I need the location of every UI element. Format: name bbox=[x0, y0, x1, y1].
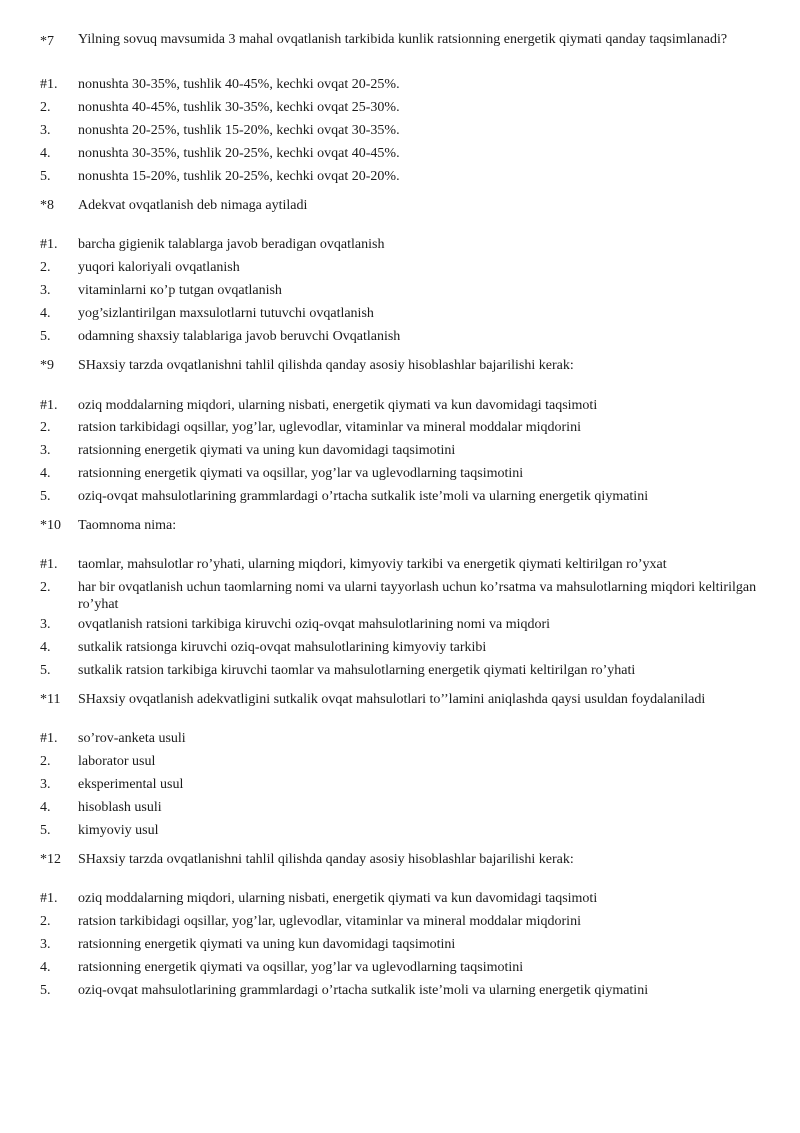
option-label: 4. bbox=[40, 466, 51, 481]
option-text: ratsion tarkibidagi oqsillar, yog’lar, uglevodlar, vitaminlar va mineral moddalar miqdorini bbox=[78, 420, 581, 435]
question-number: *12 bbox=[40, 852, 61, 867]
option-label: 2. bbox=[40, 580, 51, 595]
option-label: 3. bbox=[40, 777, 51, 792]
option-label: #1. bbox=[40, 237, 58, 252]
option-text: so’rov-anketa usuli bbox=[78, 731, 186, 746]
option-label: 4. bbox=[40, 800, 51, 815]
question-number: *8 bbox=[40, 198, 54, 213]
option-text: odamning shaxsiy talablariga javob beruvchi Ovqatlanish bbox=[78, 329, 401, 344]
option-text: hisoblash usuli bbox=[78, 800, 162, 815]
option-text: har bir ovqatlanish uchun taomlarning nomi va ularni tayyorlash uchun ko’rsatma va mahsulotlarning miqdori keltirilgan ro’yhat bbox=[78, 580, 757, 612]
question-number: *7 bbox=[40, 34, 54, 49]
option-text: sutkalik ratsion tarkibiga kiruvchi taomlar va mahsulotlarning energetik qiymati keltirilgan ro’yhati bbox=[78, 663, 636, 678]
option-label: 5. bbox=[40, 983, 51, 998]
option-text: oziq-ovqat mahsulotlarining grammlardagi o’rtacha sutkalik iste’moli va ularning energetik qiymatini bbox=[78, 489, 649, 504]
option-label: 4. bbox=[40, 146, 51, 161]
option-text: yog’sizlantirilgan maxsulotlarni tutuvchi ovqatlanish bbox=[78, 306, 374, 321]
option-label: 3. bbox=[40, 937, 51, 952]
option-text: ratsionning energetik qiymati va oqsillar, yog’lar va uglevodlarning taqsimotini bbox=[78, 960, 524, 975]
question-number: *9 bbox=[40, 358, 54, 373]
option-label: 2. bbox=[40, 754, 51, 769]
option-label: #1. bbox=[40, 398, 58, 413]
option-text: nonushta 15-20%, tushlik 20-25%, kechki ovqat 20-20%. bbox=[78, 169, 400, 184]
option-label: 5. bbox=[40, 663, 51, 678]
option-label: 4. bbox=[40, 960, 51, 975]
option-label: 5. bbox=[40, 169, 51, 184]
option-label: 4. bbox=[40, 306, 51, 321]
option-text: nonushta 30-35%, tushlik 20-25%, kechki ovqat 40-45%. bbox=[78, 146, 400, 161]
option-text: ovqatlanish ratsioni tarkibiga kiruvchi oziq-ovqat mahsulotlarining nomi va miqdori bbox=[78, 617, 551, 632]
option-text: ratsion tarkibidagi oqsillar, yog’lar, uglevodlar, vitaminlar va mineral moddalar miqdorini bbox=[78, 914, 581, 929]
option-label: 4. bbox=[40, 640, 51, 655]
option-text: eksperimental usul bbox=[78, 777, 184, 792]
option-text: taomlar, mahsulotlar ro’yhati, ularning miqdori, kimyoviy tarkibi va energetik qiymati keltirilgan ro’yxat bbox=[78, 557, 667, 572]
option-label: 2. bbox=[40, 100, 51, 115]
option-text: oziq moddalarning miqdori, ularning nisbati, energetik qiymati va kun davomidagi taqsimoti bbox=[78, 891, 598, 906]
option-label: 3. bbox=[40, 443, 51, 458]
option-label: 2. bbox=[40, 420, 51, 435]
question-number: *10 bbox=[40, 518, 61, 533]
question-text: Adekvat ovqatlanish deb nimaga aytiladi bbox=[78, 198, 308, 213]
option-label: #1. bbox=[40, 891, 58, 906]
option-text: barcha gigienik talablarga javob beradigan ovqatlanish bbox=[78, 237, 385, 252]
option-label: #1. bbox=[40, 557, 58, 572]
option-text: ratsionning energetik qiymati va uning kun davomidagi taqsimotini bbox=[78, 443, 456, 458]
option-text: vitaminlarni кo’p tutgan ovqatlanish bbox=[78, 283, 282, 298]
question-text: SHaxsiy tarzda ovqatlanishni tahlil qilishda qanday asosiy hisoblashlar bajarilishi kerak: bbox=[78, 852, 574, 867]
option-label: 5. bbox=[40, 489, 51, 504]
question-number: *11 bbox=[40, 692, 61, 707]
option-label: 3. bbox=[40, 617, 51, 632]
question-text: SHaxsiy ovqatlanish adekvatligini sutkalik ovqat mahsulotlari to’’lamini aniqlashda qaysi usuldan foydalaniladi bbox=[78, 692, 706, 707]
option-text: nonushta 20-25%, tushlik 15-20%, kechki ovqat 30-35%. bbox=[78, 123, 400, 138]
option-text: ratsionning energetik qiymati va uning kun davomidagi taqsimotini bbox=[78, 937, 456, 952]
option-text: nonushta 30-35%, tushlik 40-45%, kechki ovqat 20-25%. bbox=[78, 77, 400, 92]
option-text: sutkalik ratsionga kiruvchi oziq-ovqat mahsulotlarining kimyoviy tarkibi bbox=[78, 640, 487, 655]
question-text: Taomnoma nima: bbox=[78, 518, 177, 533]
option-label: 2. bbox=[40, 260, 51, 275]
option-label: 3. bbox=[40, 123, 51, 138]
option-text: yuqori kaloriyali ovqatlanish bbox=[78, 260, 240, 275]
option-text: kimyoviy usul bbox=[78, 823, 159, 838]
option-label: #1. bbox=[40, 731, 58, 746]
option-text: oziq moddalarning miqdori, ularning nisbati, energetik qiymati va kun davomidagi taqsimoti bbox=[78, 398, 598, 413]
option-text: laborator usul bbox=[78, 754, 156, 769]
option-text: oziq-ovqat mahsulotlarining grammlardagi o’rtacha sutkalik iste’moli va ularning energetik qiymatini bbox=[78, 983, 649, 998]
option-label: #1. bbox=[40, 77, 58, 92]
question-text: Yilning sovuq mavsumida 3 mahal ovqatlanish tarkibida kunlik ratsionning energetik qiymati qanday taqsimlanadi? bbox=[78, 32, 728, 47]
option-label: 3. bbox=[40, 283, 51, 298]
question-text: SHaxsiy tarzda ovqatlanishni tahlil qilishda qanday asosiy hisoblashlar bajarilishi kerak: bbox=[78, 358, 574, 373]
option-label: 5. bbox=[40, 329, 51, 344]
option-label: 5. bbox=[40, 823, 51, 838]
option-text: nonushta 40-45%, tushlik 30-35%, kechki ovqat 25-30%. bbox=[78, 100, 400, 115]
option-label: 2. bbox=[40, 914, 51, 929]
option-text: ratsionning energetik qiymati va oqsillar, yog’lar va uglevodlarning taqsimotini bbox=[78, 466, 524, 481]
